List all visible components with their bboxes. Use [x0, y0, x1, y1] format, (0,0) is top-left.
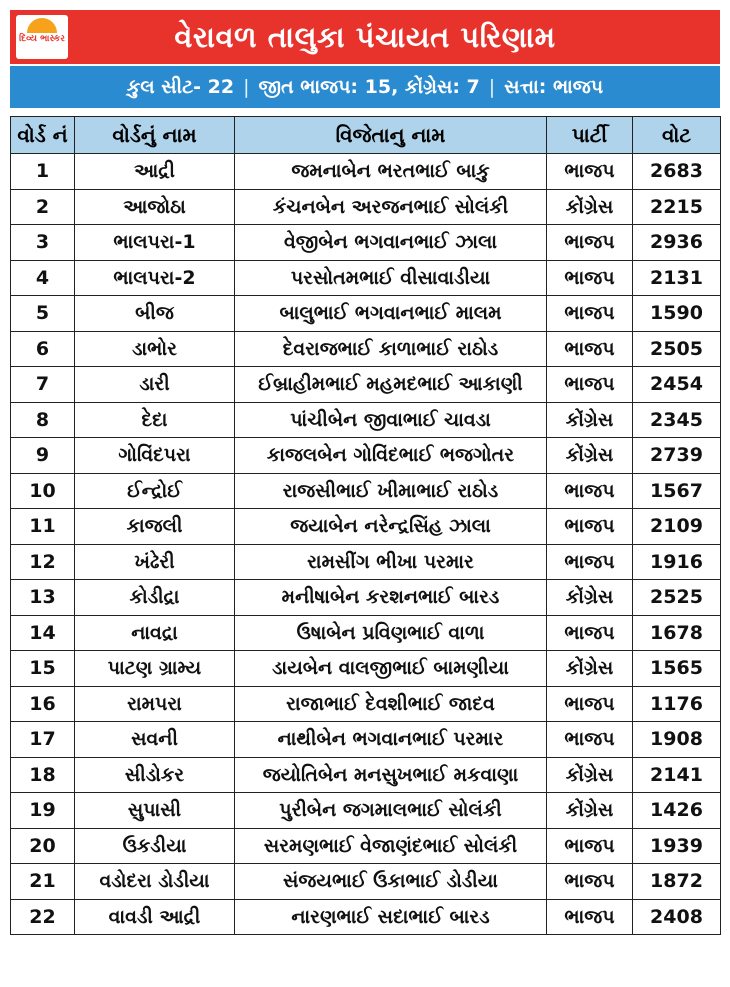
page-title: વેરાવળ તાલુકા પંચાયત પરિણામ	[174, 19, 556, 54]
table-row	[11, 686, 721, 722]
table-row	[11, 793, 721, 829]
winner-name-cell: કાજલબેન ગોવિંદભાઈ ભજગોતર	[235, 438, 547, 474]
ward-number-cell: 19	[11, 793, 75, 829]
party-cell: કોંગ્રેસ	[547, 651, 633, 687]
ward-number-cell: 5	[11, 296, 75, 332]
summary-bar	[10, 66, 720, 108]
ward-number-cell: 11	[11, 509, 75, 545]
table-row	[11, 260, 721, 296]
table-row	[11, 367, 721, 403]
votes-cell: 1426	[633, 793, 721, 829]
party-cell: કોંગ્રેસ	[547, 402, 633, 438]
votes-cell: 2109	[633, 509, 721, 545]
ward-number-cell: 17	[11, 722, 75, 758]
winner-name-cell: કંચનબેન અરજનભાઈ સોલંકી	[235, 189, 547, 225]
winner-name-cell: રામસીંગ ભીખા પરમાર	[235, 544, 547, 580]
table-row	[11, 189, 721, 225]
party-cell: ભાજપ	[547, 899, 633, 935]
party-cell: ભાજપ	[547, 473, 633, 509]
ward-name-cell: આદ્રી	[75, 154, 235, 190]
ward-name-cell: આજોઠા	[75, 189, 235, 225]
votes-cell: 1939	[633, 828, 721, 864]
votes-cell: 2505	[633, 331, 721, 367]
party-cell: કોંગ્રેસ	[547, 757, 633, 793]
party-cell: ભાજપ	[547, 722, 633, 758]
ward-name-cell: ભાલપરા-2	[75, 260, 235, 296]
ward-number-cell: 13	[11, 580, 75, 616]
winner-name-cell: પરસોતમભાઈ વીસાવાડીયા	[235, 260, 547, 296]
ward-number-cell: 22	[11, 899, 75, 935]
ward-name-cell: ભાલપરા-1	[75, 225, 235, 261]
ward-number-cell: 3	[11, 225, 75, 261]
separator: |	[243, 76, 250, 98]
ward-name-cell: વડોદરા ડોડીયા	[75, 864, 235, 900]
results-table	[10, 116, 721, 935]
votes-cell: 1916	[633, 544, 721, 580]
table-row	[11, 438, 721, 474]
table-row	[11, 544, 721, 580]
table-body	[11, 154, 721, 935]
logo-text: દિવ્ય ભાસ્કર	[19, 34, 65, 44]
table-row	[11, 828, 721, 864]
party-cell: કોંગ્રેસ	[547, 793, 633, 829]
ward-name-cell: સુપાસી	[75, 793, 235, 829]
winner-name-cell: મનીષાબેન કરશનભાઈ બારડ	[235, 580, 547, 616]
party-cell: ભાજપ	[547, 260, 633, 296]
winner-name-cell: ઉષાબેન પ્રવિણભાઈ વાળા	[235, 615, 547, 651]
ward-number-cell: 21	[11, 864, 75, 900]
votes-cell: 1908	[633, 722, 721, 758]
ward-number-cell: 9	[11, 438, 75, 474]
ward-number-cell: 14	[11, 615, 75, 651]
ward-number-cell: 12	[11, 544, 75, 580]
party-cell: ભાજપ	[547, 331, 633, 367]
ward-name-cell: રામપરા	[75, 686, 235, 722]
ward-number-cell: 4	[11, 260, 75, 296]
winner-name-cell: જયોતિબેન મનસુખભાઈ મકવાણા	[235, 757, 547, 793]
ward-number-cell: 15	[11, 651, 75, 687]
table-row	[11, 722, 721, 758]
winner-name-cell: રાજાભાઈ દેવશીભાઈ જાદવ	[235, 686, 547, 722]
ward-number-cell: 18	[11, 757, 75, 793]
table-row	[11, 331, 721, 367]
winner-name-cell: બાલુભાઈ ભગવાનભાઈ માલમ	[235, 296, 547, 332]
votes-cell: 2936	[633, 225, 721, 261]
party-cell: ભાજપ	[547, 154, 633, 190]
column-header-ward-no: વોર્ડ નં	[11, 117, 75, 154]
party-cell: કોંગ્રેસ	[547, 438, 633, 474]
votes-cell: 2454	[633, 367, 721, 403]
ward-number-cell: 16	[11, 686, 75, 722]
party-cell: ભાજપ	[547, 615, 633, 651]
votes-cell: 2683	[633, 154, 721, 190]
table-row	[11, 615, 721, 651]
ward-number-cell: 7	[11, 367, 75, 403]
table-row	[11, 473, 721, 509]
winner-name-cell: પુરીબેન જગમાલભાઈ સોલંકી	[235, 793, 547, 829]
ward-name-cell: સીડોકર	[75, 757, 235, 793]
party-cell: કોંગ્રેસ	[547, 580, 633, 616]
ward-name-cell: ગોવિંદપરા	[75, 438, 235, 474]
column-header-votes: વોટ	[633, 117, 721, 154]
table-row	[11, 154, 721, 190]
table-row	[11, 757, 721, 793]
winner-name-cell: વેજીબેન ભગવાનભાઈ ઝાલા	[235, 225, 547, 261]
votes-cell: 2215	[633, 189, 721, 225]
table-row	[11, 225, 721, 261]
table-row	[11, 296, 721, 332]
winner-name-cell: પાંચીબેન જીવાભાઈ ચાવડા	[235, 402, 547, 438]
column-header-winner-name: વિજેતાનુ નામ	[235, 117, 547, 154]
winner-name-cell: ડાયબેન વાલજીભાઈ બામણીયા	[235, 651, 547, 687]
votes-cell: 1872	[633, 864, 721, 900]
votes-cell: 1590	[633, 296, 721, 332]
votes-cell: 2525	[633, 580, 721, 616]
ward-name-cell: ડારી	[75, 367, 235, 403]
winner-name-cell: રાજસીભાઈ ખીમાભાઈ રાઠોડ	[235, 473, 547, 509]
ward-name-cell: વાવડી આદ્રી	[75, 899, 235, 935]
ward-name-cell: ડાભોર	[75, 331, 235, 367]
votes-cell: 1567	[633, 473, 721, 509]
winner-name-cell: દેવરાજભાઈ કાળાભાઈ રાઠોડ	[235, 331, 547, 367]
party-cell: કોંગ્રેસ	[547, 189, 633, 225]
ward-name-cell: દેદા	[75, 402, 235, 438]
sun-icon	[27, 18, 57, 33]
winner-name-cell: નારણભાઈ સદાભાઈ બારડ	[235, 899, 547, 935]
ward-name-cell: ઉકડીયા	[75, 828, 235, 864]
ward-number-cell: 10	[11, 473, 75, 509]
party-cell: ભાજપ	[547, 828, 633, 864]
column-header-ward-name: વોર્ડનું નામ	[75, 117, 235, 154]
winner-name-cell: નાથીબેન ભગવાનભાઈ પરમાર	[235, 722, 547, 758]
votes-cell: 1678	[633, 615, 721, 651]
separator: |	[488, 76, 496, 98]
table-row	[11, 899, 721, 935]
ward-number-cell: 1	[11, 154, 75, 190]
table-row	[11, 864, 721, 900]
table-row	[11, 580, 721, 616]
votes-cell: 2408	[633, 899, 721, 935]
won-seats: જીત ભાજપ: 15, કોંગ્રેસ: 7	[258, 76, 480, 98]
column-header-party: પાર્ટી	[547, 117, 633, 154]
winner-name-cell: જમનાબેન ભરતભાઈ બાકુ	[235, 154, 547, 190]
votes-cell: 1565	[633, 651, 721, 687]
winner-name-cell: સંજયભાઈ ઉકાભાઈ ડોડીયા	[235, 864, 547, 900]
table-row	[11, 651, 721, 687]
votes-cell: 1176	[633, 686, 721, 722]
votes-cell: 2141	[633, 757, 721, 793]
ward-name-cell: પાટણ ગ્રામ્ય	[75, 651, 235, 687]
ward-name-cell: ખંઢેરી	[75, 544, 235, 580]
votes-cell: 2345	[633, 402, 721, 438]
ward-name-cell: નાવદ્રા	[75, 615, 235, 651]
party-cell: ભાજપ	[547, 367, 633, 403]
votes-cell: 2131	[633, 260, 721, 296]
party-cell: ભાજપ	[547, 544, 633, 580]
winner-name-cell: ઈબ્રાહીમભાઈ મહમદભાઈ આકાણી	[235, 367, 547, 403]
table-row	[11, 402, 721, 438]
ward-number-cell: 6	[11, 331, 75, 367]
ward-name-cell: કાજલી	[75, 509, 235, 545]
party-cell: ભાજપ	[547, 864, 633, 900]
party-cell: ભાજપ	[547, 686, 633, 722]
ward-name-cell: સવની	[75, 722, 235, 758]
votes-cell: 2739	[633, 438, 721, 474]
divya-bhaskar-logo	[16, 15, 68, 59]
table-header-row	[11, 117, 721, 154]
ward-number-cell: 2	[11, 189, 75, 225]
ward-name-cell: ઈન્દ્રોઈ	[75, 473, 235, 509]
winner-name-cell: સરમણભાઈ વેજાણંદભાઈ સોલંકી	[235, 828, 547, 864]
ward-name-cell: કોડીદ્રા	[75, 580, 235, 616]
power-party: સત્તા: ભાજપ	[504, 76, 604, 98]
table-row	[11, 509, 721, 545]
winner-name-cell: જયાબેન નરેન્દ્રસિંહ ઝાલા	[235, 509, 547, 545]
ward-number-cell: 20	[11, 828, 75, 864]
ward-number-cell: 8	[11, 402, 75, 438]
party-cell: ભાજપ	[547, 509, 633, 545]
party-cell: ભાજપ	[547, 225, 633, 261]
party-cell: ભાજપ	[547, 296, 633, 332]
ward-name-cell: બીજ	[75, 296, 235, 332]
total-seats: કુલ સીટ- 22	[126, 76, 235, 98]
title-banner	[10, 10, 720, 64]
